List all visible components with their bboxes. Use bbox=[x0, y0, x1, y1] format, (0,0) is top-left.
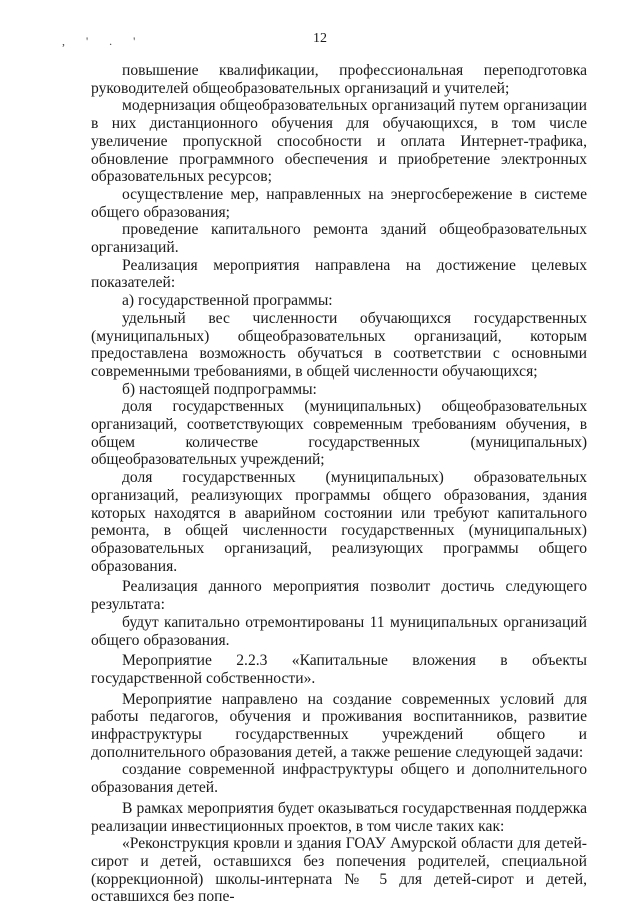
paragraph: В рамках мероприятия будет оказываться государственная поддержка реализации инвестиционных проектов, в том числе таких как: bbox=[91, 799, 587, 835]
paragraph: удельный вес численности обучающихся государственных (муниципальных) общеобразовательных организаций, которым предоставлена возможность обучаться в соответствии с основными современными требованиями, в общей численности обучающихся; bbox=[91, 309, 587, 380]
paragraph: осуществление мер, направленных на энергосбережение в системе общего образования; bbox=[91, 185, 587, 221]
page-number: 12 bbox=[313, 31, 327, 46]
scan-marks: , ' . ' bbox=[62, 34, 145, 48]
paragraph: Реализация данного мероприятия позволит достичь следующего результата: bbox=[91, 578, 587, 614]
paragraph: повышение квалификации, профессиональная переподготовка руководителей общеобразовательных организаций и учителей; bbox=[91, 62, 587, 97]
paragraph: модернизация общеобразовательных организаций путем организации в них дистанционного обучения для обучающихся, в том числе увеличение пропускной способности и оплата Интернет-трафика, обновление программного обеспечения и приобретение электронных образовательных ресурсов; bbox=[91, 97, 587, 186]
paragraph: будут капитально отремонтированы 11 муниципальных организаций общего образования. bbox=[91, 613, 587, 649]
paragraph: «Реконструкция кровли и здания ГОАУ Амурской области для детей-сирот и детей, оставшихся без попечения родителей, специальной (коррекционной) школы-интерната № 5 для детей-сирот и детей, оставшихся без попе- bbox=[91, 835, 587, 905]
paragraph: Реализация мероприятия направлена на достижение целевых показателей: bbox=[91, 256, 587, 292]
paragraph: б) настоящей подпрограммы: bbox=[122, 380, 317, 398]
document-body bbox=[91, 62, 587, 905]
paragraph: проведение капитального ремонта зданий общеобразовательных организаций. bbox=[91, 221, 587, 257]
paragraph: доля государственных (муниципальных) общеобразовательных организаций, соответствующих современным требованиям обучения, в общем количестве государственных (муниципальных) общеобразовательных учреждений; bbox=[91, 398, 587, 469]
paragraph: Мероприятие направлено на создание современных условий для работы педагогов, обучения и проживания воспитанников, развитие инфраструктуры государственных учреждений общего и дополнительного образования детей, а также решение следующей задачи: bbox=[91, 690, 587, 761]
paragraph: а) государственной программы: bbox=[122, 292, 333, 310]
paragraph: Мероприятие 2.2.3 «Капитальные вложения в объекты государственной собственности». bbox=[91, 652, 587, 687]
paragraph: создание современной инфраструктуры общего и дополнительного образования детей. bbox=[91, 761, 587, 797]
paragraph: доля государственных (муниципальных) образовательных организаций, реализующих программы общего образования, здания которых находятся в аварийном состоянии или требуют капитального ремонта, в общей численности государственных (муниципальных) образовательных организаций, реализующих программы общего образования. bbox=[91, 469, 587, 575]
